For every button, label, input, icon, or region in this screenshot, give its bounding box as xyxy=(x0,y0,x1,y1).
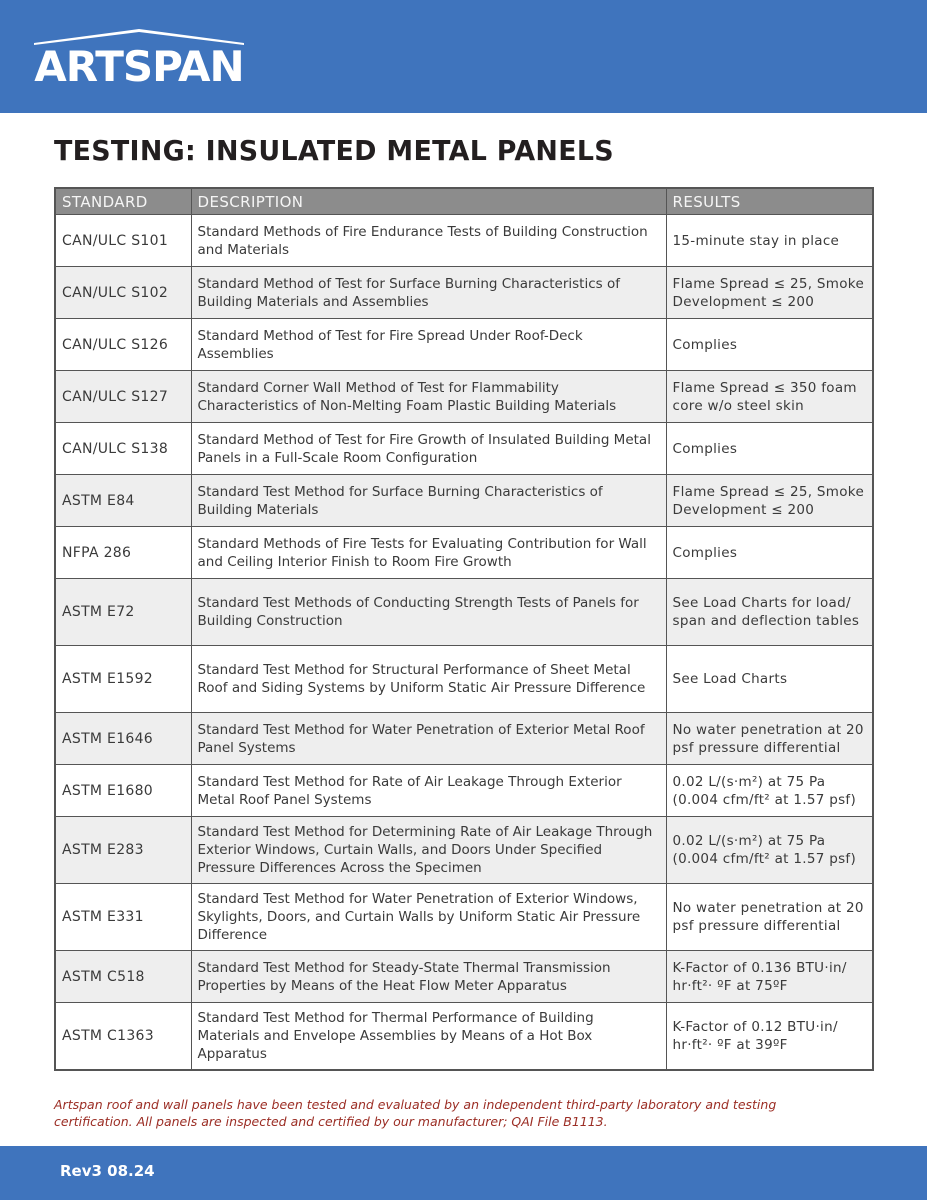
footnote: Artspan roof and wall panels have been tested and evaluated by an independent third-party laboratory and testing certification. All panels are inspected and certified by our manufacturer; QAI File B1113. xyxy=(54,1096,777,1129)
table-row xyxy=(55,646,873,713)
table-row xyxy=(55,579,873,646)
description-cell: Standard Test Method for Structural Performance of Sheet Metal Roof and Siding Systems by Uniform Static Air Pressure Difference xyxy=(191,646,666,713)
description-cell: Standard Test Method for Water Penetration of Exterior Windows, Skylights, Doors, and Curtain Walls by Uniform Static Air Pressure Difference xyxy=(191,884,666,951)
description-cell: Standard Corner Wall Method of Test for Flammability Characteristics of Non-Melting Foam Plastic Building Materials xyxy=(191,371,666,423)
table-row xyxy=(55,713,873,765)
description-cell: Standard Methods of Fire Endurance Tests of Building Construction and Materials xyxy=(191,215,666,267)
brand-name: ARTSPAN xyxy=(34,42,244,87)
header-description: DESCRIPTION xyxy=(191,188,666,215)
description-cell: Standard Test Method for Steady-State Thermal Transmission Properties by Means of the Heat Flow Meter Apparatus xyxy=(191,951,666,1003)
header-standard: STANDARD xyxy=(55,188,191,215)
standard-cell: ASTM E84 xyxy=(55,475,191,527)
standard-cell: ASTM E283 xyxy=(55,817,191,884)
description-cell: Standard Test Method for Surface Burning Characteristics of Building Materials xyxy=(191,475,666,527)
standard-cell: CAN/ULC S138 xyxy=(55,423,191,475)
result-cell: No water penetration at 20 psf pressure differential xyxy=(666,713,873,765)
description-cell: Standard Method of Test for Surface Burning Characteristics of Building Materials and Assemblies xyxy=(191,267,666,319)
result-cell: 15-minute stay in place xyxy=(666,215,873,267)
page-title: TESTING: INSULATED METAL PANELS xyxy=(54,134,614,167)
result-cell: See Load Charts for load/ span and deflection tables xyxy=(666,579,873,646)
result-cell: Flame Spread ≤ 25, Smoke Development ≤ 200 xyxy=(666,267,873,319)
standard-cell: ASTM E331 xyxy=(55,884,191,951)
result-cell: See Load Charts xyxy=(666,646,873,713)
description-cell: Standard Test Method for Thermal Performance of Building Materials and Envelope Assemblies by Means of a Hot Box Apparatus xyxy=(191,1003,666,1070)
standard-cell: ASTM E72 xyxy=(55,579,191,646)
result-cell: Flame Spread ≤ 350 foam core w/o steel skin xyxy=(666,371,873,423)
description-cell: Standard Test Method for Water Penetration of Exterior Metal Roof Panel Systems xyxy=(191,713,666,765)
standard-cell: CAN/ULC S127 xyxy=(55,371,191,423)
description-cell: Standard Method of Test for Fire Growth of Insulated Building Metal Panels in a Full-Scale Room Configuration xyxy=(191,423,666,475)
standard-cell: ASTM C1363 xyxy=(55,1003,191,1070)
header-bar xyxy=(0,0,927,113)
result-cell: No water penetration at 20 psf pressure differential xyxy=(666,884,873,951)
result-cell: 0.02 L/(s·m²) at 75 Pa (0.004 cfm/ft² at 1.57 psf) xyxy=(666,817,873,884)
table-row xyxy=(55,1003,873,1070)
result-cell: Complies xyxy=(666,423,873,475)
testing-table xyxy=(54,187,874,1071)
standard-cell: CAN/ULC S102 xyxy=(55,267,191,319)
table-header-row xyxy=(55,188,873,215)
description-cell: Standard Methods of Fire Tests for Evaluating Contribution for Wall and Ceiling Interior Finish to Room Fire Growth xyxy=(191,527,666,579)
table-row xyxy=(55,951,873,1003)
description-cell: Standard Method of Test for Fire Spread Under Roof-Deck Assemblies xyxy=(191,319,666,371)
table-row xyxy=(55,423,873,475)
table-row xyxy=(55,527,873,579)
result-cell: 0.02 L/(s·m²) at 75 Pa (0.004 cfm/ft² at 1.57 psf) xyxy=(666,765,873,817)
table-row xyxy=(55,817,873,884)
result-cell: Complies xyxy=(666,319,873,371)
table-row xyxy=(55,267,873,319)
result-cell: Complies xyxy=(666,527,873,579)
table-row xyxy=(55,765,873,817)
standard-cell: NFPA 286 xyxy=(55,527,191,579)
result-cell: Flame Spread ≤ 25, Smoke Development ≤ 200 xyxy=(666,475,873,527)
standard-cell: CAN/ULC S101 xyxy=(55,215,191,267)
table-row xyxy=(55,884,873,951)
standard-cell: ASTM C518 xyxy=(55,951,191,1003)
table-row xyxy=(55,475,873,527)
standard-cell: ASTM E1646 xyxy=(55,713,191,765)
header-results: RESULTS xyxy=(666,188,873,215)
standard-cell: CAN/ULC S126 xyxy=(55,319,191,371)
description-cell: Standard Test Methods of Conducting Strength Tests of Panels for Building Construction xyxy=(191,579,666,646)
standard-cell: ASTM E1592 xyxy=(55,646,191,713)
table-row xyxy=(55,215,873,267)
table-row xyxy=(55,371,873,423)
artspan-logo xyxy=(30,27,248,87)
result-cell: K-Factor of 0.12 BTU·in/ hr·ft²· ºF at 39ºF xyxy=(666,1003,873,1070)
result-cell: K-Factor of 0.136 BTU·in/ hr·ft²· ºF at 75ºF xyxy=(666,951,873,1003)
description-cell: Standard Test Method for Rate of Air Leakage Through Exterior Metal Roof Panel Systems xyxy=(191,765,666,817)
description-cell: Standard Test Method for Determining Rate of Air Leakage Through Exterior Windows, Curtain Walls, and Doors Under Specified Pressure Differences Across the Specimen xyxy=(191,817,666,884)
table-row xyxy=(55,319,873,371)
footer-bar xyxy=(0,1146,927,1200)
revision-label: Rev3 08.24 xyxy=(60,1162,155,1180)
standard-cell: ASTM E1680 xyxy=(55,765,191,817)
